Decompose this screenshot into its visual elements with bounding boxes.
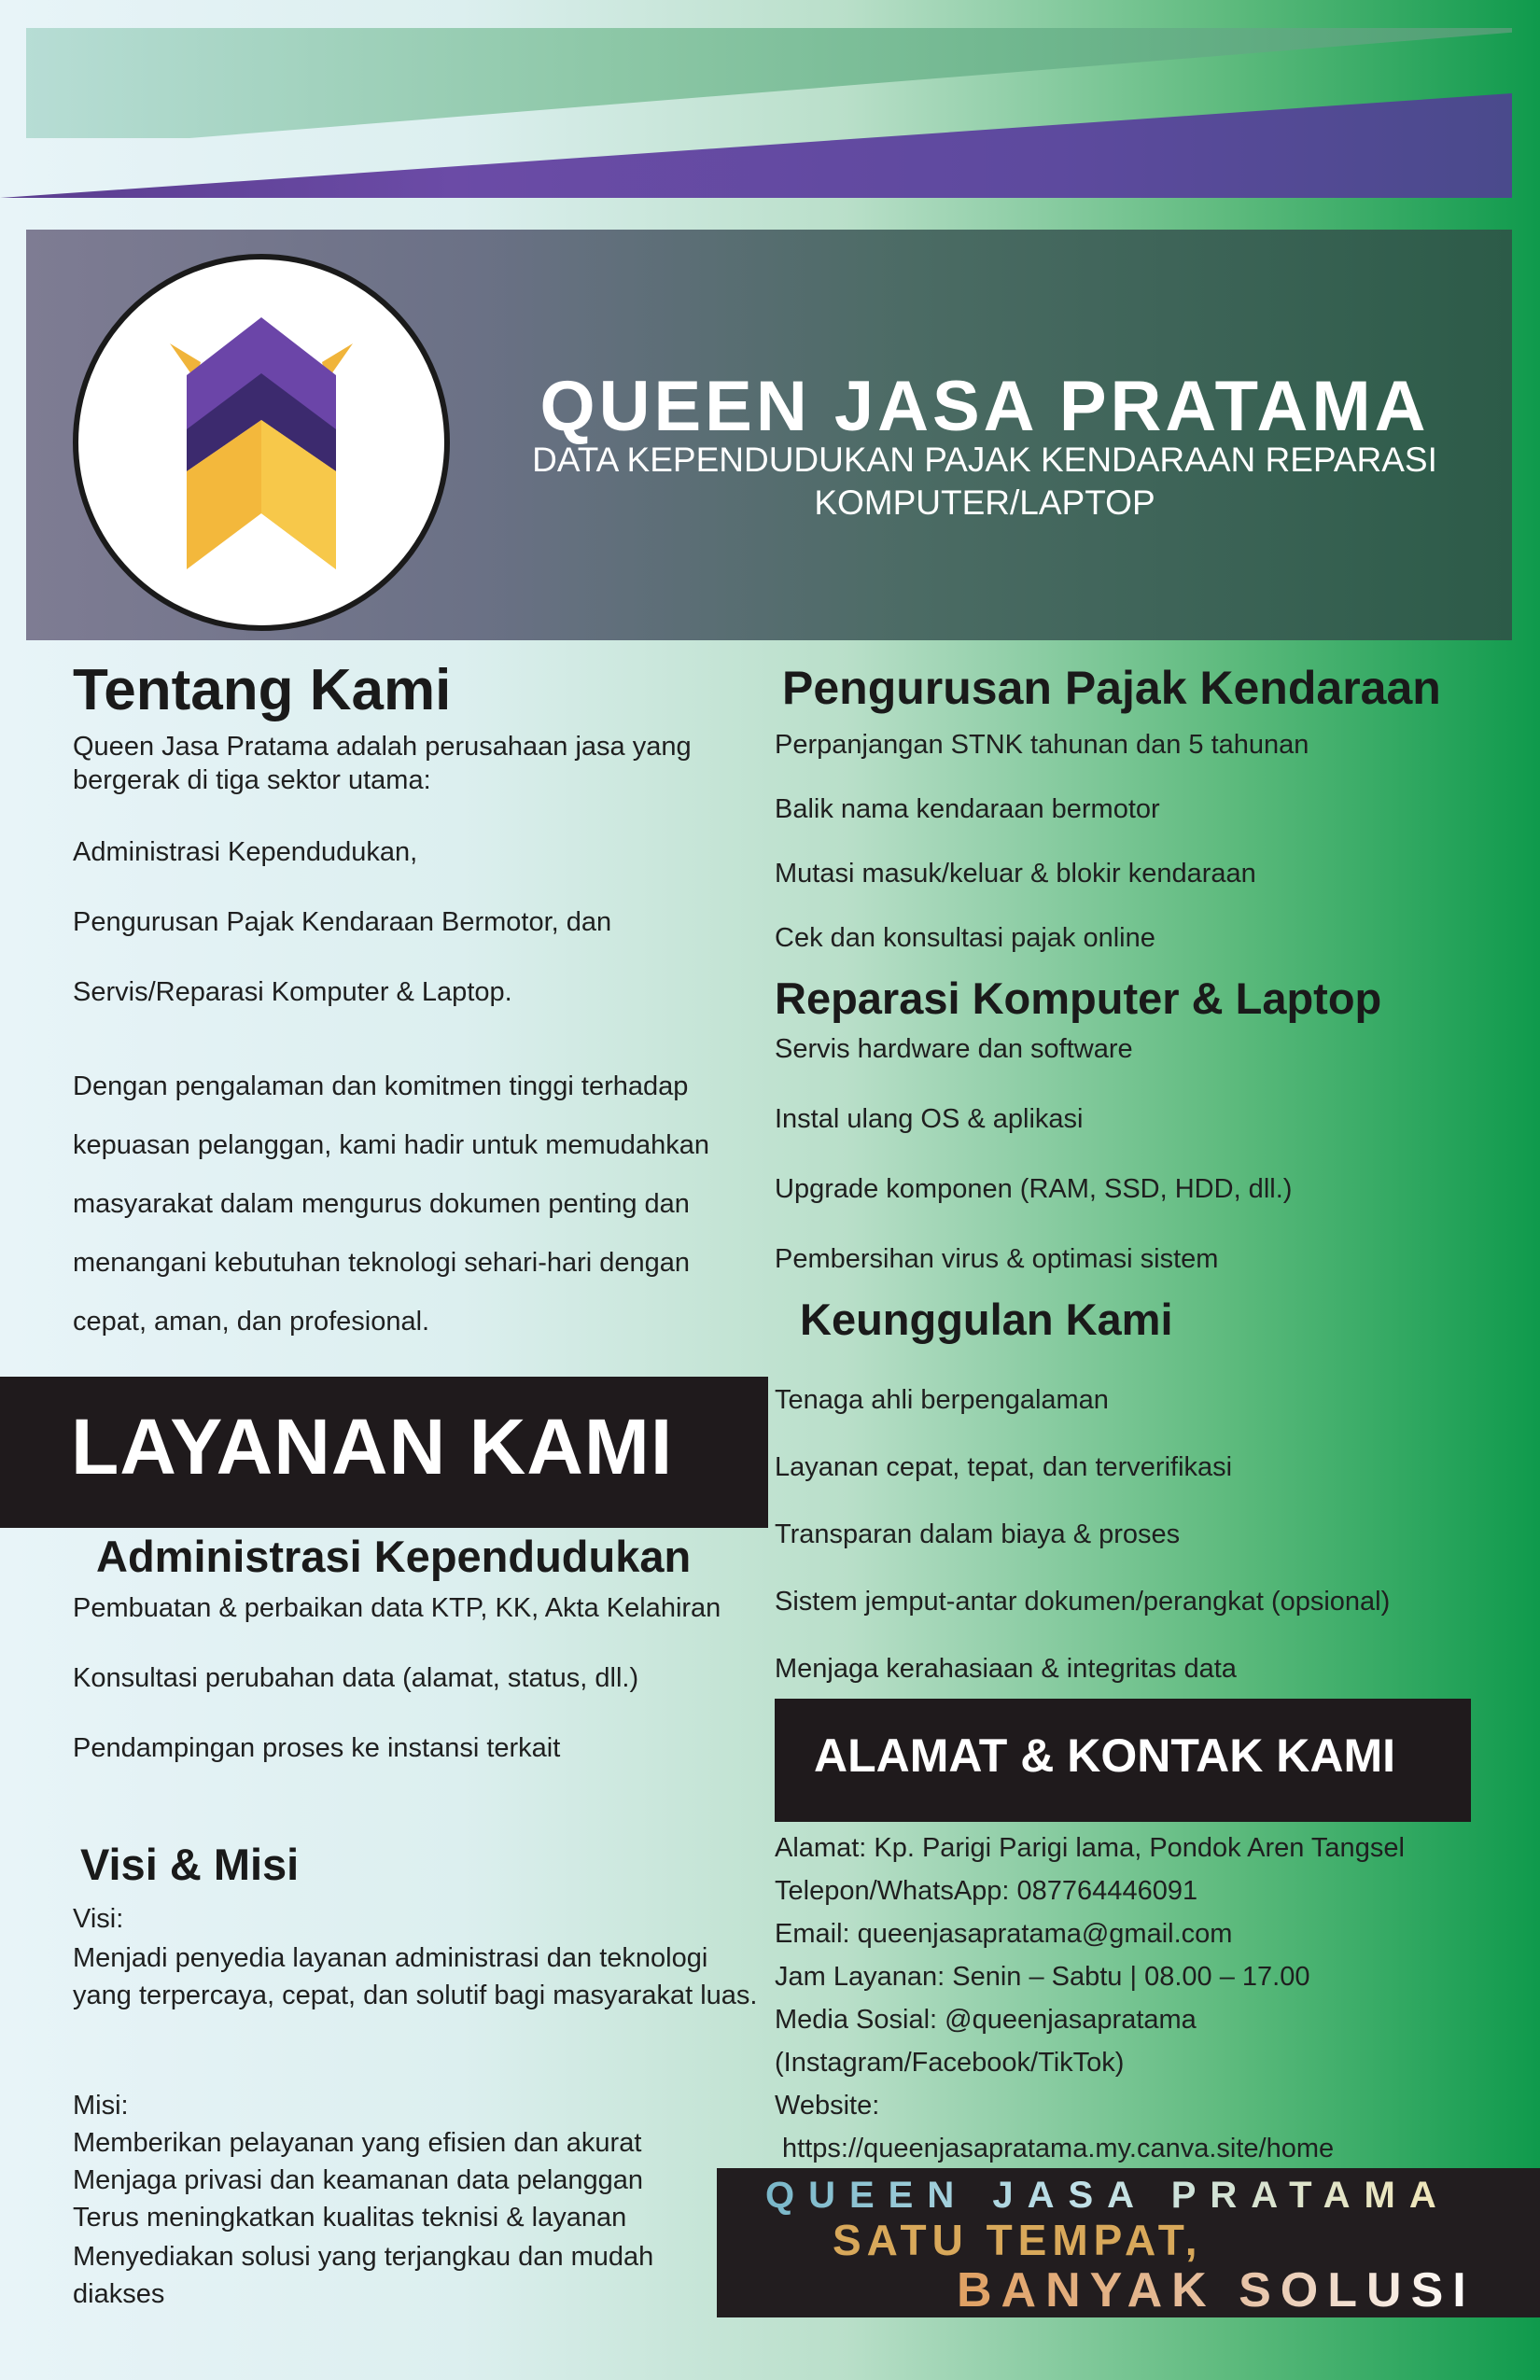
crown-logo-icon — [149, 308, 373, 579]
kontak-phone[interactable]: Telepon/WhatsApp: 087764446091 — [775, 1876, 1198, 1906]
visi-text: Menjadi penyedia layanan administrasi dan teknologi yang terpercaya, cepat, dan solutif bagi masyarakat luas. — [73, 1943, 758, 2010]
about-sector: Administrasi Kependudukan, — [73, 837, 418, 867]
kontak-hours: Jam Layanan: Senin – Sabtu | 08.00 – 17.00 — [775, 1962, 1310, 1992]
kontak-address: Alamat: Kp. Parigi Parigi lama, Pondok Aren Tangsel — [775, 1833, 1405, 1863]
company-name: QUEEN JASA PRATAMA — [539, 367, 1430, 446]
reparasi-item: Servis hardware dan software — [775, 1034, 1133, 1064]
about-sector: Pengurusan Pajak Kendaraan Bermotor, dan — [73, 907, 612, 937]
slogan-line-2: SATU TEMPAT, — [833, 2216, 1203, 2264]
company-tagline: DATA KEPENDUDUKAN PAJAK KENDARAAN REPARASI KOMPUTER/LAPTOP — [532, 441, 1437, 522]
layanan-title: LAYANAN KAMI — [71, 1403, 674, 1491]
about-intro: Queen Jasa Pratama adalah perusahaan jasa yang bergerak di tiga sektor utama: — [73, 732, 692, 795]
about-sector: Servis/Reparasi Komputer & Laptop. — [73, 977, 512, 1007]
pajak-item: Cek dan konsultasi pajak online — [775, 923, 1155, 953]
pajak-title: Pengurusan Pajak Kendaraan — [782, 662, 1441, 714]
about-title: Tentang Kami — [73, 658, 452, 722]
misi-item: Menyediakan solusi yang terjangkau dan mudah diakses — [73, 2242, 654, 2309]
misi-item: Terus meningkatkan kualitas teknisi & layanan — [73, 2203, 627, 2233]
pajak-item: Balik nama kendaraan bermotor — [775, 794, 1160, 824]
misi-item: Memberikan pelayanan yang efisien dan akurat — [73, 2128, 642, 2158]
keunggulan-item: Layanan cepat, tepat, dan terverifikasi — [775, 1452, 1233, 1482]
keunggulan-item: Sistem jemput-antar dokumen/perangkat (opsional) — [775, 1587, 1391, 1617]
admin-item: Pembuatan & perbaikan data KTP, KK, Akta Kelahiran — [73, 1593, 721, 1623]
pajak-item: Mutasi masuk/keluar & blokir kendaraan — [775, 859, 1256, 889]
reparasi-title: Reparasi Komputer & Laptop — [775, 973, 1382, 1023]
visi-label: Visi: — [73, 1904, 124, 1934]
keunggulan-item: Transparan dalam biaya & proses — [775, 1519, 1181, 1549]
reparasi-item: Instal ulang OS & aplikasi — [775, 1104, 1084, 1134]
slogan-line-3: BANYAK SOLUSI — [957, 2263, 1476, 2317]
slogan-text — [717, 2168, 1540, 2317]
about-paragraph-line: kepuasan pelanggan, kami hadir untuk memudahkan — [73, 1130, 709, 1160]
reparasi-item: Pembersihan virus & optimasi sistem — [775, 1244, 1219, 1274]
kontak-social-platforms: (Instagram/Facebook/TikTok) — [775, 2048, 1125, 2078]
kontak-social[interactable]: Media Sosial: @queenjasapratama — [775, 2005, 1197, 2035]
reparasi-item: Upgrade komponen (RAM, SSD, HDD, dll.) — [775, 1174, 1293, 1204]
keunggulan-title: Keunggulan Kami — [800, 1295, 1173, 1344]
kontak-title: ALAMAT & KONTAK KAMI — [814, 1729, 1396, 1782]
visi-misi-title: Visi & Misi — [80, 1840, 300, 1889]
keunggulan-item: Menjaga kerahasiaan & integritas data — [775, 1654, 1237, 1684]
kontak-website-link[interactable]: https://queenjasapratama.my.canva.site/home — [775, 2134, 1335, 2163]
about-paragraph-line: cepat, aman, dan profesional. — [73, 1307, 430, 1337]
misi-item: Menjaga privasi dan keamanan data pelanggan — [73, 2165, 644, 2195]
keunggulan-item: Tenaga ahli berpengalaman — [775, 1385, 1109, 1415]
admin-item: Pendampingan proses ke instansi terkait — [73, 1733, 561, 1763]
pajak-item: Perpanjangan STNK tahunan dan 5 tahunan — [775, 730, 1309, 760]
about-paragraph-line: Dengan pengalaman dan komitmen tinggi terhadap — [73, 1071, 689, 1101]
misi-label: Misi: — [73, 2091, 129, 2121]
slogan-line-1: QUEEN JASA PRATAMA — [765, 2175, 1450, 2216]
admin-item: Konsultasi perubahan data (alamat, status, dll.) — [73, 1663, 639, 1693]
kontak-website-label: Website: — [775, 2091, 880, 2121]
about-paragraph-line: menangani kebutuhan teknologi sehari-hari dengan — [73, 1248, 691, 1278]
about-paragraph-line: masyarakat dalam mengurus dokumen penting dan — [73, 1189, 690, 1219]
kontak-email[interactable]: Email: queenjasapratama@gmail.com — [775, 1919, 1233, 1949]
admin-title: Administrasi Kependudukan — [96, 1532, 692, 1581]
